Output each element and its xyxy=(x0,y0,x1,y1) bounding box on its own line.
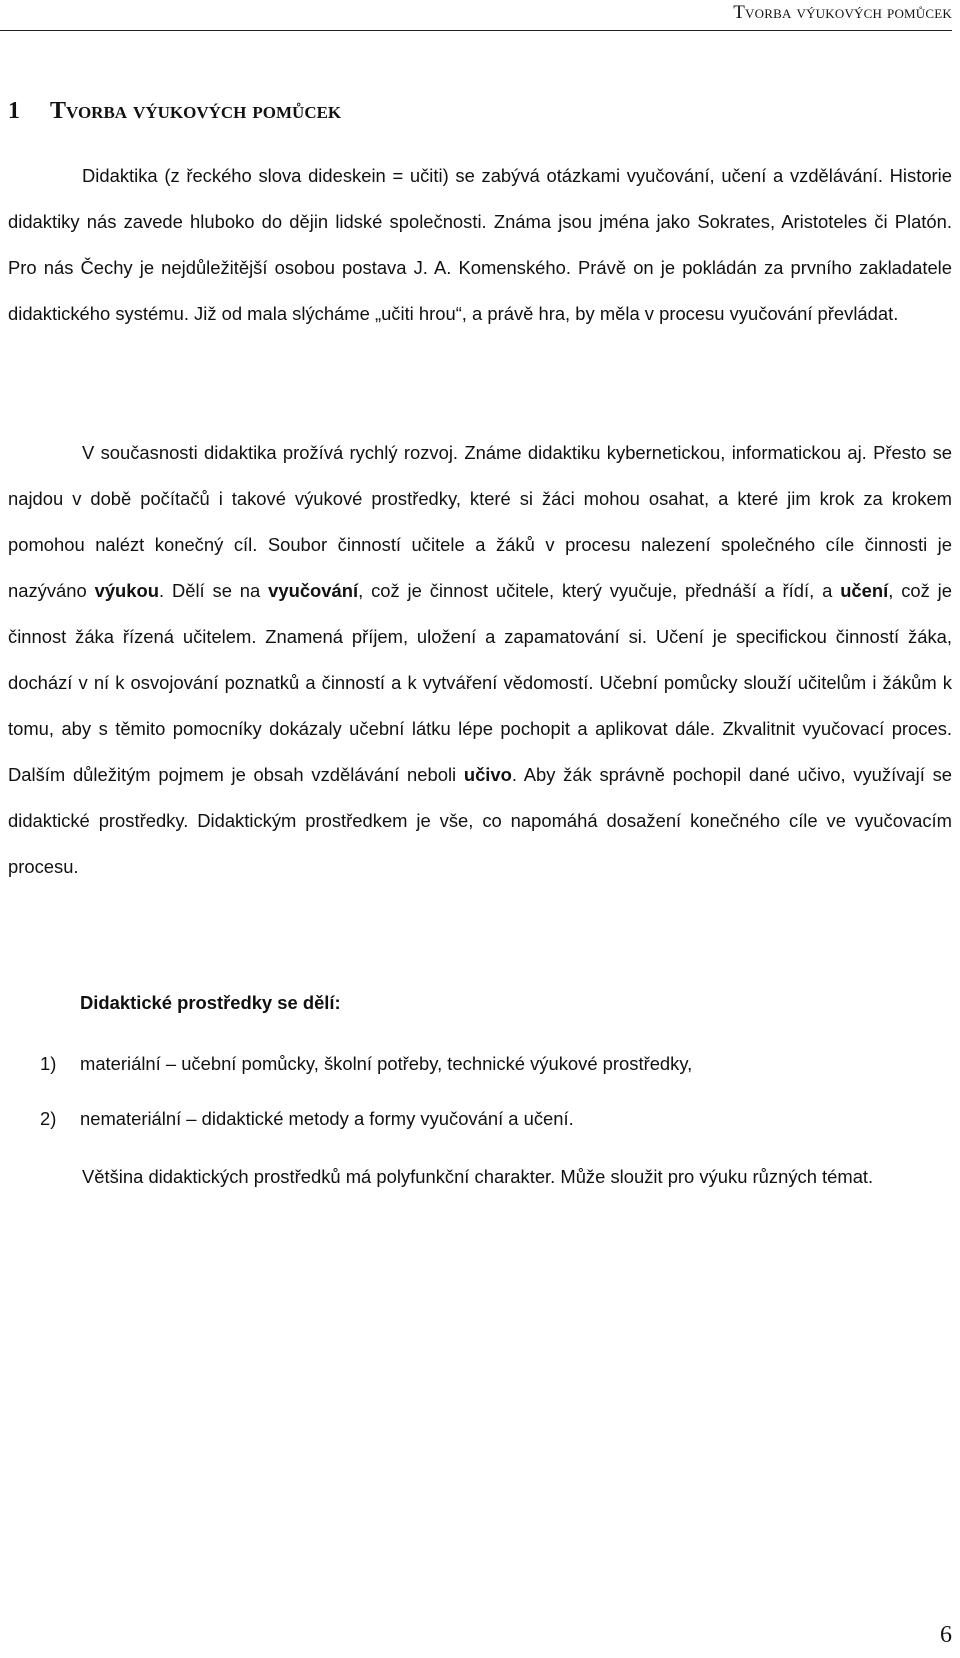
section-subheading: Didaktické prostředky se dělí: xyxy=(80,992,341,1013)
chapter-heading xyxy=(8,98,341,125)
paragraph-didactics xyxy=(8,430,952,890)
page-number: 6 xyxy=(940,1622,952,1648)
text-run: . Aby žák správně pochopil dané učivo, využívají se didaktické prostředky. Didaktickým prostředkem je vše, co napomáhá dosažení konečného cíle ve vyučovacím procesu. xyxy=(8,764,952,877)
text-run: V současnosti didaktika prožívá rychlý rozvoj. Známe didaktiku kybernetickou, informatickou aj. Přesto se najdou v době počítačů i takové výukové prostředky, které si žáci mohou osahat, a které jim krok za krokem pomohou nalézt konečný cíl. Soubor činností učitele a žáků v procesu nalezení společného cíle činnosti je nazýváno xyxy=(8,442,952,601)
paragraph-text xyxy=(8,430,952,890)
chapter-number: 1 xyxy=(8,98,20,124)
running-header: Tvorba výukových pomůcek xyxy=(733,2,952,23)
paragraph-intro xyxy=(8,153,952,337)
text-run: . Dělí se na xyxy=(158,580,269,601)
term-vyuka: výukou xyxy=(94,580,159,601)
term-ucivo: učivo xyxy=(463,764,512,785)
list-item-text: nemateriální – didaktické metody a formy vyučování a učení. xyxy=(80,1108,574,1129)
paragraph-text: Většina didaktických prostředků má polyfunkční charakter. Může sloužit pro výuku různých témat. xyxy=(82,1166,874,1187)
list-marker: 1) xyxy=(40,1053,57,1074)
term-uceni: učení xyxy=(840,580,889,601)
paragraph-conclusion xyxy=(8,1154,952,1200)
term-vyucovani: vyučování xyxy=(268,580,359,601)
text-run: , což je činnost žáka řízená učitelem. Znamená příjem, uložení a zapamatování si. Učení je specifickou činností žáka, dochází v ní k osvojování poznatků a činností a k vytváření vědomostí. Učební pomůcky slouží učitelům i žákům k tomu, aby s těmito pomocníky dokázaly učební látku lépe pochopit a aplikovat dále. Zkvalitnit vyučovací proces. Dalším důležitým pojmem je obsah vzdělávání neboli xyxy=(8,580,953,785)
list-marker: 2) xyxy=(40,1108,57,1129)
list-item-text: materiální – učební pomůcky, školní potřeby, technické výukové prostředky, xyxy=(80,1053,693,1074)
header-divider xyxy=(0,30,952,31)
paragraph-text: Didaktika (z řeckého slova dideskein = učiti) se zabývá otázkami vyučování, učení a vzdělávání. Historie didaktiky nás zavede hluboko do dějin lidské společnosti. Známa jsou jména jako Sokrates, Aristoteles či Platón. Pro nás Čechy je nejdůležitější osobou postava J. A. Komenského. Právě on je pokládán za prvního zakladatele didaktického systému. Již od mala slýcháme „učiti hrou“, a právě hra, by měla v procesu vyučování převládat. xyxy=(8,165,952,324)
text-run: , což je činnost učitele, který vyučuje, přednáší a řídí, a xyxy=(358,580,841,601)
list-item xyxy=(40,1053,692,1075)
list-item xyxy=(40,1108,574,1130)
chapter-title: Tvorba výukových pomůcek xyxy=(50,98,342,124)
